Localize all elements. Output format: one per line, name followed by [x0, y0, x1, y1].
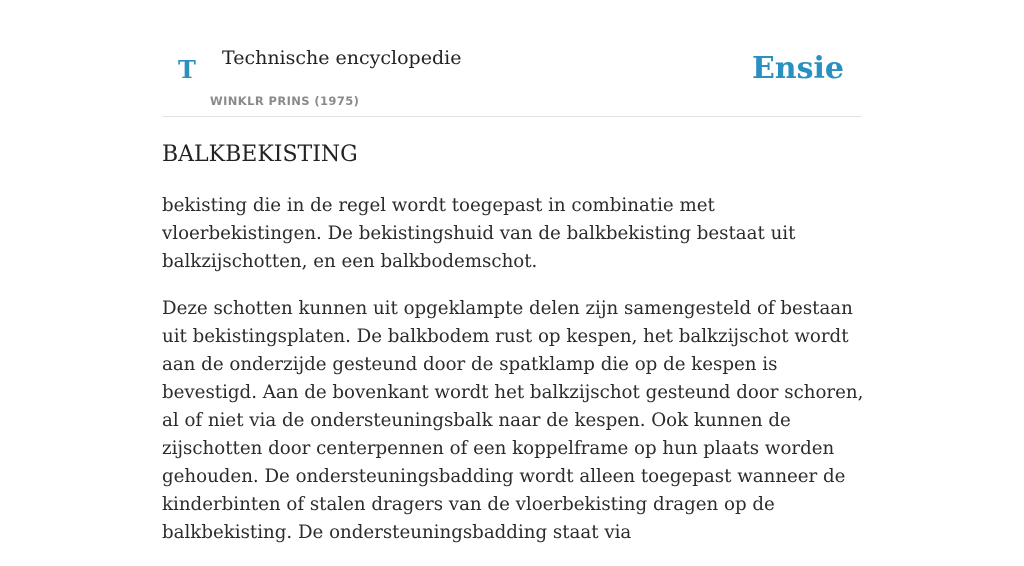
- article-paragraph: Deze schotten kunnen uit opgeklampte delen zijn samengesteld of bestaan uit bekistingsplaten. De balkbodem rust op kespen, het balkzijschot wordt aan de onderzijde gesteund door de spatklamp die op de kespen is bevestigd. Aan de bovenkant wordt het balkzijschot gesteund door schoren, al of niet via de ondersteuningsbalk naar de kespen. Ook kunnen de zijschotten door centerpennen of een koppelframe op hun plaats worden gehouden. De ondersteuningsbadding wordt alleen toegepast wanneer de kinderbinten of stalen dragers van de vloerbekisting dragen op de balkbekisting. De ondersteuningsbadding staat via: [162, 298, 864, 543]
- source-subtitle: WINKLR PRINS (1975): [210, 94, 360, 108]
- source-title[interactable]: Technische encyclopedie: [222, 47, 462, 69]
- source-logo-icon: T: [178, 55, 196, 84]
- page-title: BALKBEKISTING: [162, 142, 358, 167]
- article-body: [162, 192, 867, 566]
- article-paragraph: bekisting die in de regel wordt toegepast in combinatie met vloerbekistingen. De bekistingshuid van de balkbekisting bestaat uit balkzijschotten, en een balkbodemschot.: [162, 195, 796, 272]
- brand-logo[interactable]: Ensie: [751, 51, 844, 86]
- source-header: [162, 0, 862, 117]
